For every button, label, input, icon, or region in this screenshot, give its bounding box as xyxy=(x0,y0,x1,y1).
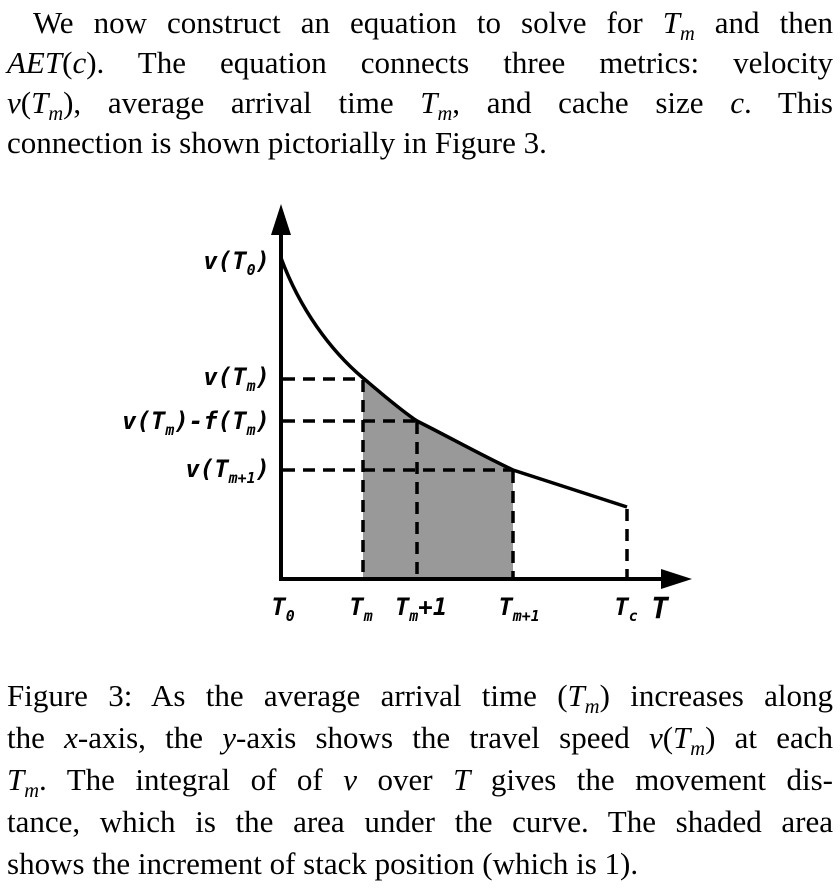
caption-line: shows the increment of stack position (which is 1). xyxy=(7,846,639,881)
body-paragraph-line: AET(c). The equation connects three metrics: velocity xyxy=(7,45,833,80)
caption-line: the x-axis, the y-axis shows the travel speed $v(T_m)$ at each xyxy=(7,720,833,761)
y-axis-arrowhead-icon xyxy=(271,204,291,235)
shaded-area xyxy=(363,378,513,577)
figure-caption xyxy=(7,675,833,885)
x-axis-title: T xyxy=(651,591,669,625)
x-label-T0: $T_0$ xyxy=(271,593,295,625)
body-paragraph-line: $v(T_m)$, average arrival time $T_m$, and cache size c. This xyxy=(7,85,833,126)
x-label-Tm-plus-1: $T_m+1$ xyxy=(394,593,448,625)
x-label-Tm1: $T_{m+1}$ xyxy=(498,593,540,625)
caption-line: Figure 3: As the average arrival time $(T_m)$ increases along xyxy=(7,678,833,719)
x-axis-arrowhead-icon xyxy=(661,569,692,589)
y-label-v-T0: $v(T_0)$ xyxy=(203,247,270,279)
y-label-v-Tm1: $v(T_{m+1})$ xyxy=(185,455,270,487)
body-paragraph xyxy=(7,0,833,163)
x-label-Tc: $T_c$ xyxy=(614,593,638,625)
y-label-v-Tm-minus-f: $v(T_m)-f(T_m)$ xyxy=(122,407,270,439)
caption-line: $T_m$. The integral of of v over T gives the movement dis- xyxy=(7,762,834,803)
caption-line: tance, which is the area under the curve. The shaded area xyxy=(7,804,833,839)
figure-3 xyxy=(0,195,840,645)
body-paragraph-line: connection is shown pictorially in Figure 3. xyxy=(7,125,547,160)
y-label-v-Tm: $v(T_m)$ xyxy=(203,363,270,395)
x-label-Tm: $T_m$ xyxy=(349,593,373,625)
body-paragraph-line: We now construct an equation to solve for $T_m$ and then xyxy=(33,5,833,46)
